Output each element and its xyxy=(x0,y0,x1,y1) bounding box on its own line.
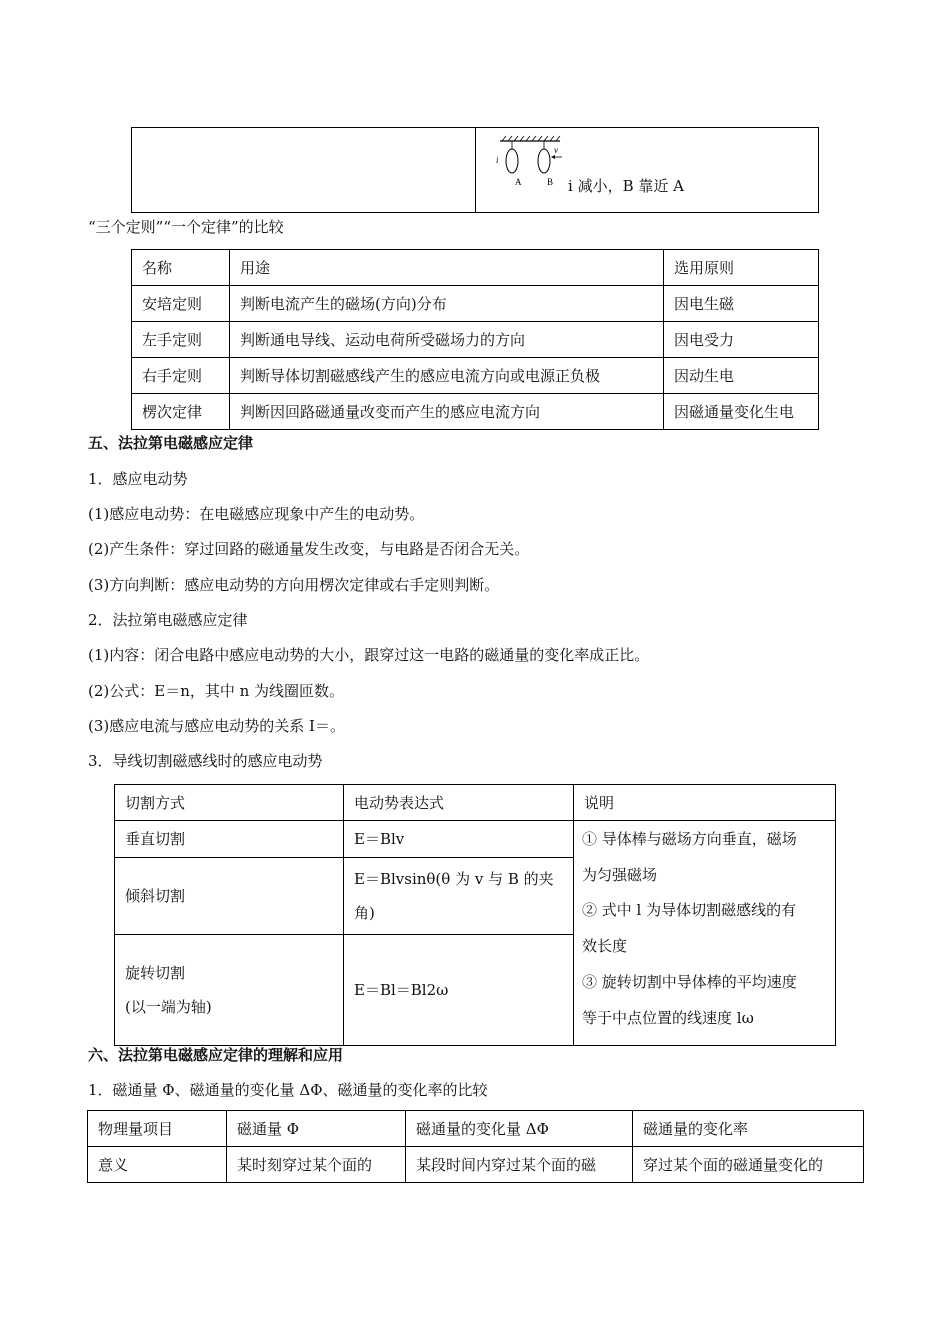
rule-principle: 因磁通量变化生电 xyxy=(664,394,819,430)
rules-header-row xyxy=(132,250,819,286)
flux-cell: 穿过某个面的磁通量变化的 xyxy=(633,1147,864,1183)
cut-mode-line: 旋转切割 xyxy=(125,963,186,982)
table-row xyxy=(132,322,819,358)
figure-caption: i 减小，B 靠近 A xyxy=(568,177,684,195)
section5-item: 1．感应电动势 xyxy=(88,470,188,488)
flux-cell: 意义 xyxy=(88,1147,227,1183)
table-row xyxy=(132,394,819,430)
section5-item: (1)感应电动势：在电磁感应现象中产生的电动势。 xyxy=(88,505,425,523)
table-row xyxy=(132,286,819,322)
top-table xyxy=(131,127,819,213)
cut-note: 为匀强磁场 xyxy=(582,866,658,884)
table-row xyxy=(132,358,819,394)
cut-header-mode: 切割方式 xyxy=(115,785,344,821)
velocity-label: v xyxy=(554,145,558,155)
rule-use: 判断因回路磁通量改变而产生的感应电流方向 xyxy=(230,394,664,430)
rule-use: 判断电流产生的磁场(方向)分布 xyxy=(230,286,664,322)
rules-header-name: 名称 xyxy=(132,250,230,286)
cut-header-row xyxy=(115,785,836,821)
section6-item: 1．磁通量 Φ、磁通量的变化量 ΔΦ、磁通量的变化率的比较 xyxy=(88,1081,488,1099)
cut-note: 效长度 xyxy=(582,937,628,955)
cut-header-expr: 电动势表达式 xyxy=(344,785,574,821)
section5-item: 2．法拉第电磁感应定律 xyxy=(88,611,248,629)
section5-item: (3)感应电流与感应电动势的关系 I＝。 xyxy=(88,717,345,735)
rule-name: 楞次定律 xyxy=(132,394,230,430)
ring-b xyxy=(538,149,550,173)
rule-name: 安培定则 xyxy=(132,286,230,322)
flux-table xyxy=(87,1110,864,1183)
cut-table xyxy=(114,784,836,1046)
section5-item: (2)产生条件：穿过回路的磁通量发生改变，与电路是否闭合无关。 xyxy=(88,540,530,558)
flux-header-row xyxy=(88,1111,864,1147)
cut-notes-cell xyxy=(574,821,836,1046)
ring-a xyxy=(506,149,518,173)
cut-expr: E＝Bl＝Bl2ω xyxy=(344,934,574,1045)
rules-header-use: 用途 xyxy=(230,250,664,286)
section5-item: 3．导线切割磁感线时的感应电动势 xyxy=(88,752,323,770)
flux-cell: 某时刻穿过某个面的 xyxy=(227,1147,406,1183)
ring-a-label: A xyxy=(515,177,522,187)
ring-b-label: B xyxy=(547,177,554,187)
table-row xyxy=(115,821,836,858)
rules-header-principle: 选用原则 xyxy=(664,250,819,286)
rule-use: 判断导体切割磁感线产生的感应电流方向或电源正负极 xyxy=(230,358,664,394)
cut-note: ① 导体棒与磁场方向垂直，磁场 xyxy=(582,830,797,848)
velocity-arrowhead xyxy=(551,155,555,159)
rule-principle: 因动生电 xyxy=(664,358,819,394)
cut-expr: E＝Blv xyxy=(344,821,574,858)
comparison-title: “三个定则”“一个定律”的比较 xyxy=(88,218,284,236)
ring-magnet-figure xyxy=(494,133,574,195)
cut-header-notes: 说明 xyxy=(574,785,836,821)
rule-name: 左手定则 xyxy=(132,322,230,358)
flux-header: 磁通量的变化量 ΔΦ xyxy=(406,1111,633,1147)
cut-note: 等于中点位置的线速度 lω xyxy=(582,1009,754,1027)
cut-expr-line: E＝Blvsinθ(θ 为 v 与 B 的夹 xyxy=(354,869,554,888)
cut-expr-line: 角) xyxy=(354,903,375,922)
flux-header: 物理量项目 xyxy=(88,1111,227,1147)
rule-principle: 因电生磁 xyxy=(664,286,819,322)
cut-note: ② 式中 l 为导体切割磁感线的有 xyxy=(582,901,797,919)
top-table-right-cell xyxy=(476,128,819,213)
section5-heading: 五、法拉第电磁感应定律 xyxy=(88,434,254,452)
section6-heading: 六、法拉第电磁感应定律的理解和应用 xyxy=(88,1046,344,1064)
rule-name: 右手定则 xyxy=(132,358,230,394)
cut-mode: 倾斜切割 xyxy=(115,858,344,934)
table-row xyxy=(88,1147,864,1183)
flux-header: 磁通量的变化率 xyxy=(633,1111,864,1147)
cut-mode-cell xyxy=(115,934,344,1045)
rules-table xyxy=(131,249,819,430)
rule-use: 判断通电导线、运动电荷所受磁场力的方向 xyxy=(230,322,664,358)
rule-principle: 因电受力 xyxy=(664,322,819,358)
section5-item: (1)内容：闭合电路中感应电动势的大小，跟穿过这一电路的磁通量的变化率成正比。 xyxy=(88,646,650,664)
cut-mode: 垂直切割 xyxy=(115,821,344,858)
flux-header: 磁通量 Φ xyxy=(227,1111,406,1147)
section5-item: (2)公式：E＝n，其中 n 为线圈匝数。 xyxy=(88,682,345,700)
cut-expr-cell xyxy=(344,858,574,934)
cut-mode-line: (以一端为轴) xyxy=(125,997,212,1016)
cut-note: ③ 旋转切割中导体棒的平均速度 xyxy=(582,973,797,991)
current-label: i xyxy=(496,155,499,165)
ceiling-hatch xyxy=(502,136,560,141)
top-table-left-cell xyxy=(132,128,476,213)
section5-item: (3)方向判断：感应电动势的方向用楞次定律或右手定则判断。 xyxy=(88,576,500,594)
flux-cell: 某段时间内穿过某个面的磁 xyxy=(406,1147,633,1183)
